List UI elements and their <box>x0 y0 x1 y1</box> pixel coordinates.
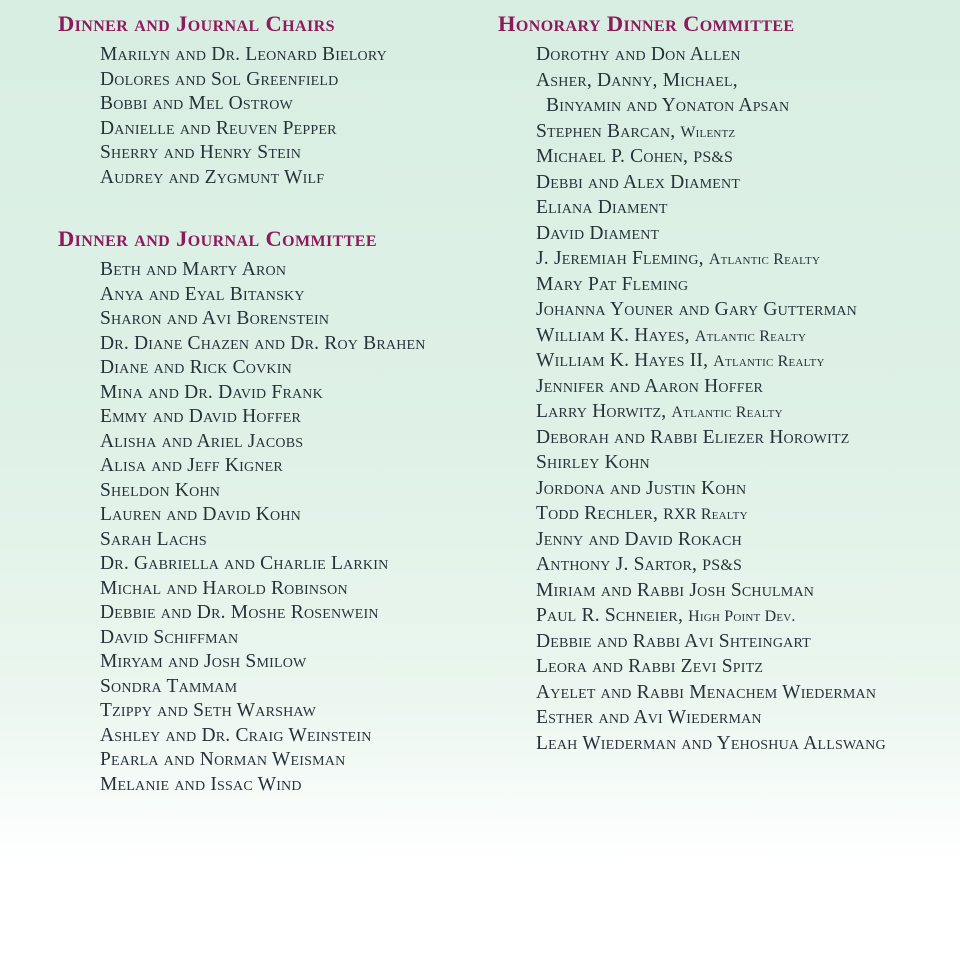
list-item: Alisha and Ariel Jacobs <box>100 430 304 452</box>
entry-name: Binyamin and Yonaton Apsan <box>546 95 790 116</box>
entry-name: Todd Rechler, <box>536 503 659 524</box>
section-title-honorary-dinner-committee: Honorary Dinner Committee <box>498 11 795 36</box>
list-item <box>536 630 886 656</box>
list-item <box>536 349 886 375</box>
list-item: Diane and Rick Covkin <box>100 357 292 378</box>
list-item <box>536 426 886 452</box>
list-item <box>536 120 886 146</box>
list-item: David Schiffman <box>100 626 239 648</box>
honorary-dinner-committee-list <box>536 43 886 757</box>
list-item: Dr. Gabriella and Charlie Larkin <box>100 553 389 574</box>
list-item <box>536 681 886 707</box>
entry-name: Dorothy and Don Allen <box>536 44 741 65</box>
entry-name: David Diament <box>536 222 660 244</box>
section-title-dinner-journal-chairs: Dinner and Journal Chairs <box>58 11 335 36</box>
entry-name: Michael P. Cohen, <box>536 146 689 167</box>
list-item <box>536 171 886 197</box>
entry-name: William K. Hayes II, <box>536 350 709 371</box>
entry-affiliation: RXR Realty <box>663 506 748 523</box>
list-item <box>536 528 886 554</box>
list-item: Alisa and Jeff Kigner <box>100 455 283 476</box>
entry-affiliation: Atlantic Realty <box>713 353 825 370</box>
dinner-journal-chairs-list <box>100 43 387 190</box>
list-item <box>536 273 886 299</box>
entry-name: Johanna Youner and Gary Gutterman <box>536 299 857 320</box>
list-item <box>536 732 886 758</box>
list-item: Emmy and David Hoffer <box>100 406 301 427</box>
list-item: Sarah Lachs <box>100 528 207 550</box>
list-item <box>536 706 886 732</box>
list-item <box>536 604 886 630</box>
list-item: Sondra Tammam <box>100 675 238 697</box>
entry-name: Stephen Barcan, <box>536 120 676 142</box>
entry-name: Jordona and Justin Kohn <box>536 477 747 499</box>
list-item: Anya and Eyal Bitansky <box>100 283 305 305</box>
list-item: Miryam and Josh Smilow <box>100 651 307 672</box>
entry-name: Deborah and Rabbi Eliezer Horowitz <box>536 426 850 448</box>
list-item: Pearla and Norman Weisman <box>100 749 346 770</box>
list-item <box>536 553 886 579</box>
entry-name: Mary Pat Fleming <box>536 273 689 295</box>
list-item <box>536 196 886 222</box>
list-item <box>536 145 886 171</box>
entry-affiliation: Wilentz <box>680 123 736 141</box>
entry-name: Esther and Avi Wiederman <box>536 707 762 728</box>
list-item: Ashley and Dr. Craig Weinstein <box>100 724 372 746</box>
list-item: Bobbi and Mel Ostrow <box>100 93 293 114</box>
entry-affiliation: Atlantic Realty <box>694 327 807 345</box>
entry-name: Eliana Diament <box>536 197 668 218</box>
list-item: Danielle and Reuven Pepper <box>100 117 337 139</box>
entry-name: Leah Wiederman and Yehoshua Allswang <box>536 732 886 754</box>
entry-affiliation: PS&S <box>693 149 734 166</box>
list-item <box>536 477 886 503</box>
list-item <box>536 69 886 95</box>
dinner-journal-committee-list <box>100 258 426 797</box>
list-item: Sherry and Henry Stein <box>100 142 302 163</box>
list-item: Audrey and Zygmunt Wilf <box>100 166 325 188</box>
entry-name: Paul R. Schneier, <box>536 605 684 626</box>
entry-affiliation: Atlantic Realty <box>671 404 783 421</box>
entry-name: Ayelet and Rabbi Menachem Wiederman <box>536 681 877 703</box>
list-item <box>536 655 886 681</box>
entry-name: Jenny and David Rokach <box>536 528 742 550</box>
list-item <box>536 324 886 350</box>
list-item: Lauren and David Kohn <box>100 504 301 525</box>
section-title-dinner-journal-committee: Dinner and Journal Committee <box>58 226 377 251</box>
entry-affiliation: High Point Dev. <box>688 608 796 625</box>
list-item <box>536 298 886 324</box>
list-item: Beth and Marty Aron <box>100 259 287 280</box>
entry-name: Larry Horwitz, <box>536 401 667 422</box>
list-item: Sharon and Avi Borenstein <box>100 308 330 329</box>
list-item: Marilyn and Dr. Leonard Bielory <box>100 44 387 65</box>
entry-name: Asher, Danny, Michael, <box>536 69 738 91</box>
list-item: Tzippy and Seth Warshaw <box>100 700 317 721</box>
entry-name: Debbi and Alex Diament <box>536 171 741 193</box>
list-item: Michal and Harold Robinson <box>100 577 348 599</box>
entry-affiliation: PS&S <box>702 557 743 574</box>
list-item: Sheldon Kohn <box>100 479 221 501</box>
entry-name: Miriam and Rabbi Josh Schulman <box>536 579 815 601</box>
list-item <box>536 43 886 69</box>
entry-name: Shirley Kohn <box>536 452 650 473</box>
entry-affiliation: Atlantic Realty <box>708 251 821 268</box>
list-item <box>536 579 886 605</box>
list-item <box>536 502 886 528</box>
list-item <box>536 400 886 426</box>
list-item: Debbie and Dr. Moshe Rosenwein <box>100 602 379 623</box>
entry-name: Jennifer and Aaron Hoffer <box>536 375 763 397</box>
list-item <box>536 222 886 248</box>
list-item <box>536 247 886 273</box>
list-item: Dr. Diane Chazen and Dr. Roy Brahen <box>100 332 426 354</box>
list-item: Mina and Dr. David Frank <box>100 381 323 403</box>
entry-name: Leora and Rabbi Zevi Spitz <box>536 656 764 677</box>
list-item: Melanie and Issac Wind <box>100 773 302 795</box>
entry-name: J. Jeremiah Fleming, <box>536 248 704 269</box>
list-item <box>536 375 886 401</box>
list-item: Dolores and Sol Greenfield <box>100 68 339 90</box>
list-item <box>536 94 886 120</box>
entry-name: William K. Hayes, <box>536 324 690 346</box>
entry-name: Debbie and Rabbi Avi Shteingart <box>536 630 811 652</box>
list-item <box>536 451 886 477</box>
entry-name: Anthony J. Sartor, <box>536 554 698 575</box>
